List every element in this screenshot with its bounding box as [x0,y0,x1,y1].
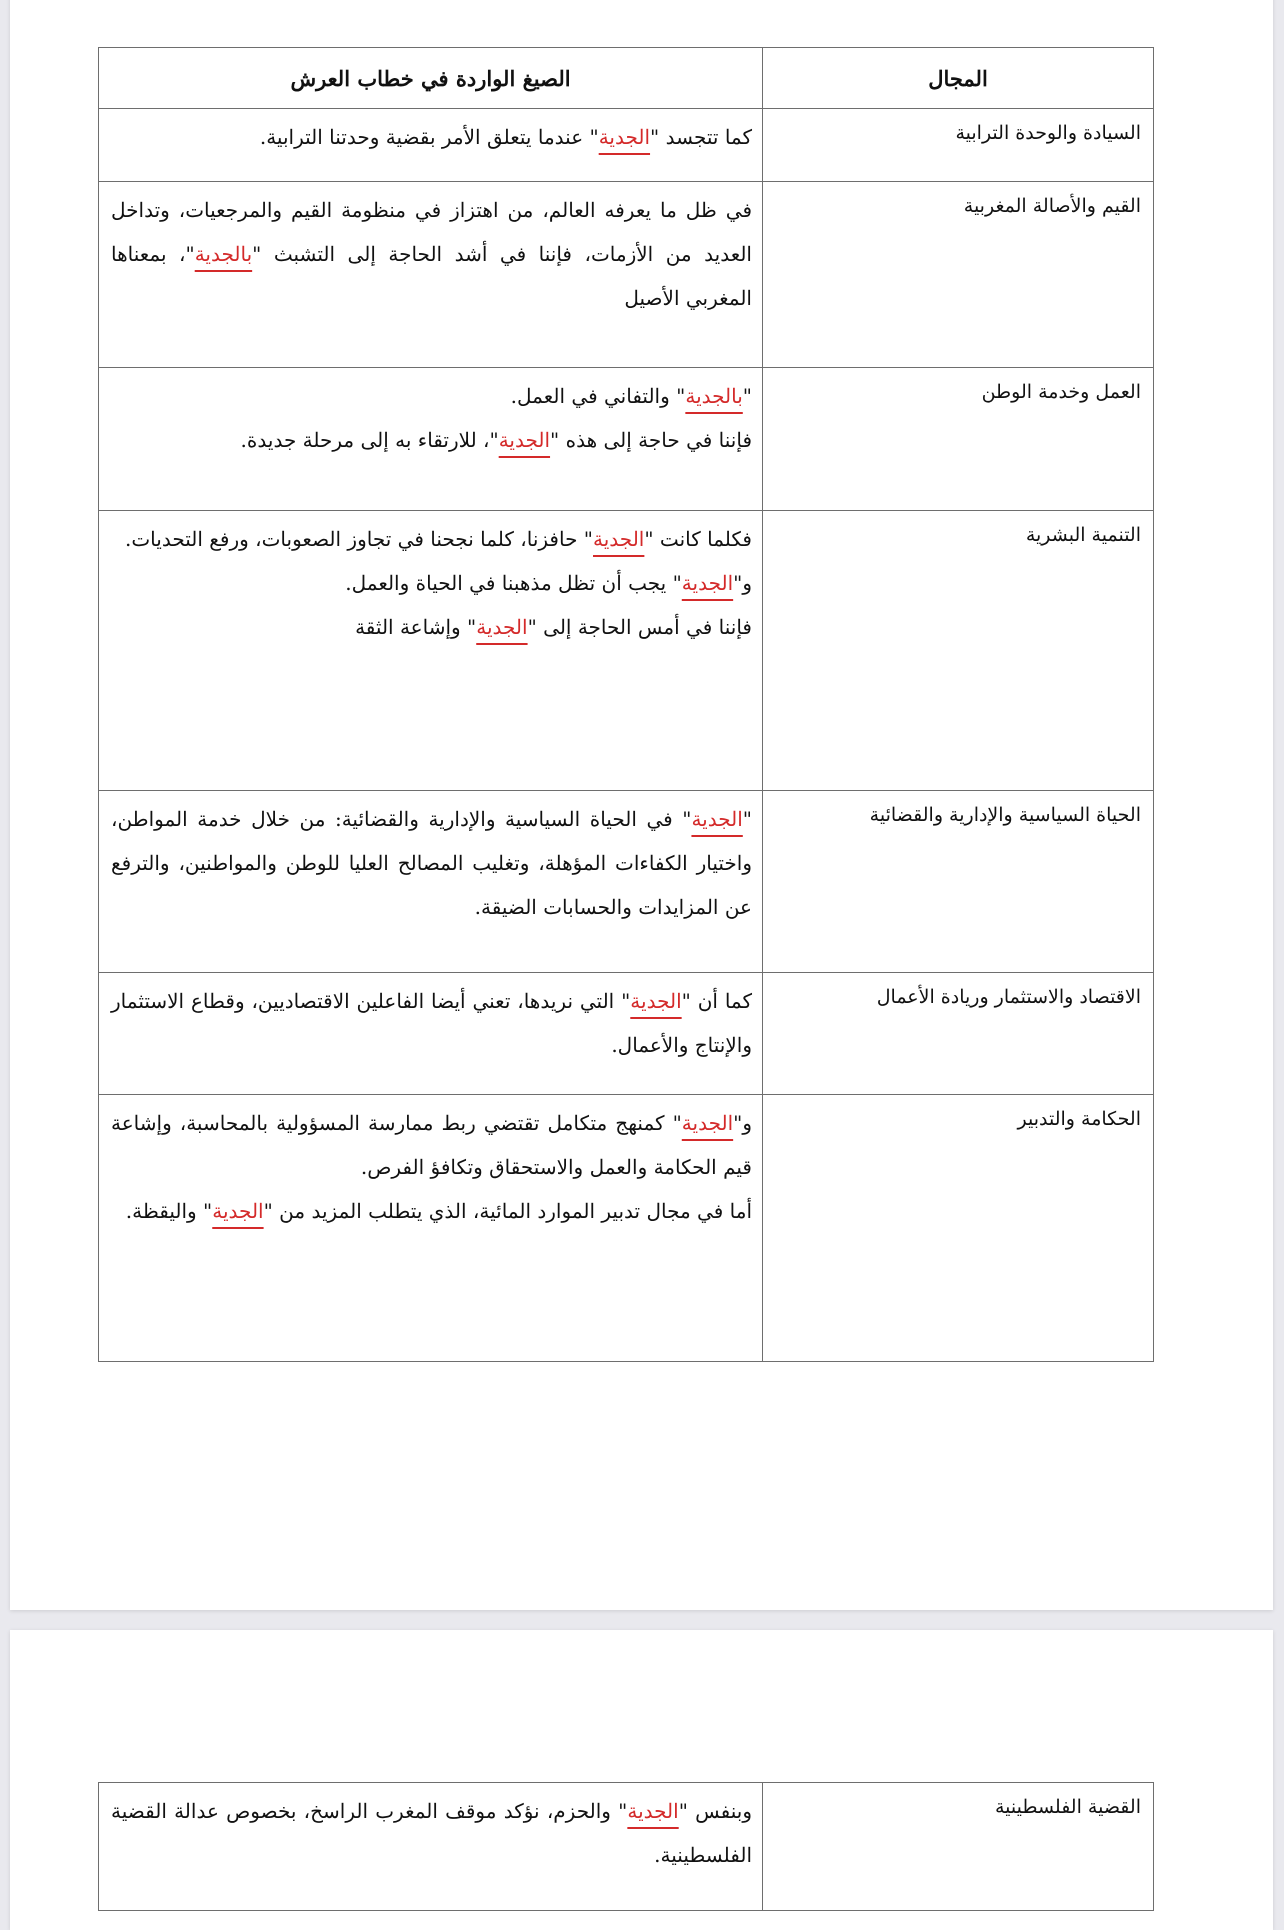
field-cell: الحياة السياسية والإدارية والقضائية [763,791,1154,973]
quote-text: "، بمعناها المغربي الأصيل [111,242,752,310]
keyword-highlight: الجدية [630,989,682,1013]
quote-text: في ظل ما يعرفه العالم، من اهتزاز في منظومة القيم والمرجعيات، وتداخل العديد من الأزمات، فإننا في أشد الحاجة إلى التشبث " [111,198,752,266]
field-cell: الحكامة والتدبير [763,1095,1154,1362]
table-row [99,973,1154,1095]
header-field: المجال [763,48,1154,109]
table-body [99,109,1154,1362]
field-cell: الاقتصاد والاستثمار وريادة الأعمال [763,973,1154,1095]
quote-text: " في الحياة السياسية والإدارية والقضائية: من خلال خدمة المواطن، واختيار الكفاءات المؤهلة، وتغليب المصالح العليا للوطن والمواطنين، والترفع عن المزايدات والحسابات الضيقة. [111,807,752,919]
keyword-highlight: بالجدية [685,384,743,408]
field-cell: القضية الفلسطينية [763,1783,1154,1911]
quote-paragraph [111,1789,752,1877]
quote-paragraph [111,188,752,320]
field-cell: السيادة والوحدة الترابية [763,109,1154,182]
keyword-highlight: الجدية [681,571,734,595]
quote-text: " يجب أن تظل مذهبنا في الحياة والعمل. [345,571,682,595]
quote-paragraph [111,979,752,1067]
keyword-highlight: الجدية [476,615,528,639]
quote-text: " حافزنا، كلما نجحنا في تجاوز الصعوبات، ورفع التحديات. [124,527,594,551]
table-row [99,1095,1154,1362]
quote-text: " التي نريدها، تعني أيضا الفاعلين الاقتصاديين، وقطاع الاستثمار والإنتاج والأعمال. [111,989,752,1057]
quote-cell [99,109,763,182]
field-cell: القيم والأصالة المغربية [763,182,1154,368]
quote-paragraph [111,797,752,929]
quote-paragraph [111,374,752,418]
quote-text: أما في مجال تدبير الموارد المائية، الذي يتطلب المزيد من " [263,1199,752,1223]
document-page-2 [10,1630,1273,1930]
quote-cell [99,1095,763,1362]
keyword-highlight: الجدية [681,1111,734,1135]
quote-paragraph [111,605,752,649]
keyword-highlight: الجدية [627,1799,679,1823]
table-row [99,511,1154,791]
keyword-highlight: الجدية [593,527,645,551]
quote-paragraph [111,418,752,462]
quote-text: و" [733,571,752,595]
quote-cell [99,1783,763,1911]
quote-text: " [742,807,752,831]
keyword-highlight: الجدية [212,1199,264,1223]
quote-text: " عندما يتعلق الأمر بقضية وحدتنا الترابية. [259,125,599,149]
quote-text: " والحزم، نؤكد موقف المغرب الراسخ، بخصوص عدالة القضية الفلسطينية. [111,1799,752,1867]
keyword-highlight: الجدية [691,807,743,831]
quote-paragraph [111,561,752,605]
field-cell: العمل وخدمة الوطن [763,368,1154,511]
table-row [99,368,1154,511]
quote-cell [99,511,763,791]
table-body [99,1783,1154,1911]
quote-paragraph [111,115,752,159]
quote-text: " [742,384,752,408]
field-cell: التنمية البشرية [763,511,1154,791]
quote-cell [99,182,763,368]
quote-text: كما أن " [681,989,752,1013]
table-header-row [99,48,1154,109]
themes-table [98,47,1154,1362]
quote-text: فكلما كانت " [644,527,752,551]
table-row [99,109,1154,182]
quote-text: فإننا في أمس الحاجة إلى " [527,615,752,639]
keyword-highlight: بالجدية [194,242,253,266]
quote-text: فإننا في حاجة إلى هذه " [550,428,752,452]
quote-text: و" [733,1111,752,1135]
header-text: الصيغ الواردة في خطاب العرش [99,48,763,109]
quote-paragraph [111,517,752,561]
quote-paragraph [111,1189,752,1233]
quote-text: "، للارتقاء به إلى مرحلة جديدة. [240,428,499,452]
quote-cell [99,973,763,1095]
keyword-highlight: الجدية [498,428,551,452]
quote-text: " وإشاعة الثقة [355,615,477,639]
quote-text: " كمنهج متكامل تقتضي ربط ممارسة المسؤولية بالمحاسبة، وإشاعة قيم الحكامة والعمل والاستحقاق وتكافؤ الفرص. [111,1111,752,1179]
table-row [99,791,1154,973]
quote-cell [99,368,763,511]
quote-text: كما تتجسد " [650,125,752,149]
quote-text: " والتفاني في العمل. [510,384,686,408]
table-row [99,1783,1154,1911]
keyword-highlight: الجدية [598,125,651,149]
themes-table-continued [98,1782,1154,1911]
document-page-1 [10,0,1273,1610]
quote-cell [99,791,763,973]
quote-text: وبنفس " [678,1799,752,1823]
table-row [99,182,1154,368]
quote-paragraph [111,1101,752,1189]
quote-text: " واليقظة. [125,1199,213,1223]
